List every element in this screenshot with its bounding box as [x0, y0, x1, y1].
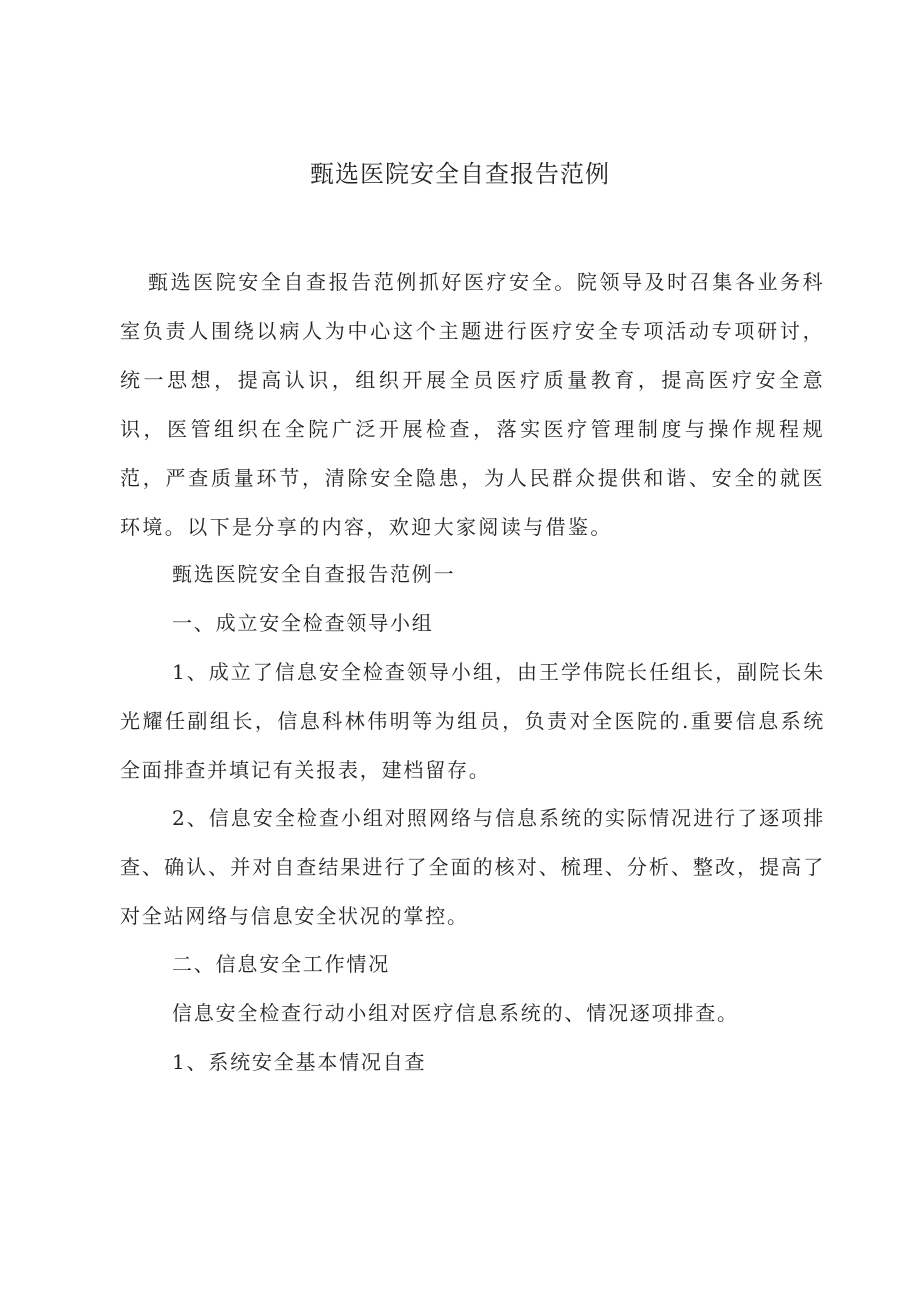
paragraph-item-2: 2、信息安全检查小组对照网络与信息系统的实际情况进行了逐项排查、确认、并对自查结果进行了全面的核对、梳理、分析、整改，提高了对全站网络与信息安全状况的掌控。: [120, 806, 825, 928]
paragraph-item-1: 1、成立了信息安全检查领导小组，由王学伟院长任组长，副院长朱光耀任副组长，信息科林伟明等为组员，负责对全医院的.重要信息系统全面排查并填记有关报表，建档留存。: [120, 660, 825, 782]
section-2-paragraph: 信息安全检查行动小组对医疗信息系统的、情况逐项排查。: [172, 1001, 739, 1025]
section-heading-2: 二、信息安全工作情况: [172, 952, 390, 976]
document-title: 甄选医院安全自查报告范例: [310, 160, 610, 188]
report-subtitle: 甄选医院安全自查报告范例一: [172, 562, 456, 586]
intro-paragraph: 甄选医院安全自查报告范例抓好医疗安全。院领导及时召集各业务科室负责人围绕以病人为中心这个主题进行医疗安全专项活动专项研讨，统一思想，提高认识，组织开展全员医疗质量教育，提高医疗安全意识，医管组织在全院广泛开展检查，落实医疗管理制度与操作规程规范，严查质量环节，清除安全隐患，为人民群众提供和谐、安全的就医环境。以下是分享的内容，欢迎大家阅读与借鉴。: [120, 270, 825, 539]
section-heading-1: 一、成立安全检查领导小组: [172, 611, 434, 635]
paragraph-item-3: 1、系统安全基本情况自查: [172, 1050, 427, 1074]
